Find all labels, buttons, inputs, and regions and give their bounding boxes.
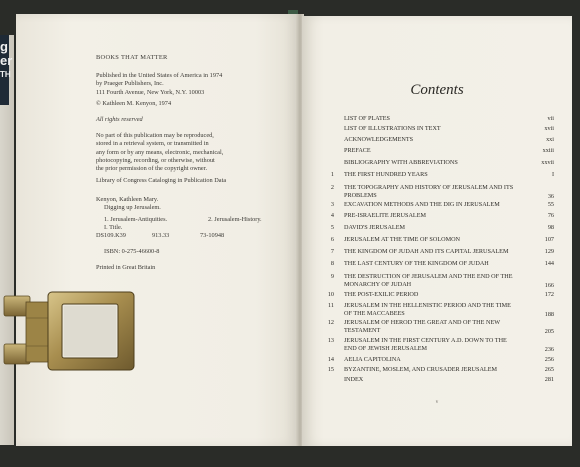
toc-entry (302, 366, 572, 376)
toc-page-number: 205 (544, 328, 554, 335)
catalog-entry (96, 196, 161, 213)
toc-entry (302, 273, 572, 289)
toc-page-number: 281 (544, 376, 554, 383)
toc-page-number: vii (547, 115, 554, 122)
toc-chapter-title (344, 273, 534, 290)
toc-chapter-number: 14 (327, 356, 334, 363)
toc-page-number: 36 (547, 193, 554, 200)
page-number: v (435, 400, 439, 405)
toc-page-number: 166 (544, 282, 554, 289)
toc-chapter-title (344, 319, 534, 336)
toc-entry (302, 201, 572, 211)
toc-page-number: xxi (546, 136, 554, 143)
toc-page-number: I (551, 171, 554, 178)
class-number: DS109.K39 (96, 232, 126, 239)
toc-chapter-number: 11 (328, 302, 334, 309)
toc-page-number: xvii (544, 125, 554, 132)
fragment-line-1: g (0, 39, 8, 54)
toc-page-number: xxvii (541, 159, 554, 166)
toc-entry (302, 212, 572, 222)
copyright-notice: © Kathleen M. Kenyon, 1974 (96, 100, 172, 107)
toc-chapter-title (344, 171, 534, 179)
subject-2: 2. Jerusalem-History. (208, 216, 262, 223)
toc-title-line: THE FIRST HUNDRED YEARS (344, 171, 428, 178)
toc-title-line: DAVID'S JERUSALEM (344, 224, 405, 231)
toc-title-line: MONARCHY OF JUDAH (344, 281, 412, 289)
toc-title-line: TESTAMENT (344, 327, 381, 335)
subject-title: I. Title. (104, 224, 123, 232)
toc-chapter-title (344, 201, 534, 209)
class-number: 73-10948 (200, 232, 225, 239)
toc-entry (302, 147, 572, 157)
toc-chapter-number: 7 (330, 248, 334, 255)
toc-entry (302, 302, 572, 318)
toc-chapter-title (344, 115, 534, 123)
notice-line: any form or by any means, electronic, mechanical, (96, 148, 224, 156)
toc-title-line: LIST OF PLATES (344, 115, 390, 122)
toc-entry (302, 337, 572, 353)
toc-entry (302, 159, 572, 169)
toc-page-number: 55 (547, 201, 554, 208)
library-of-congress: Library of Congress Cataloging in Publication Data (96, 177, 227, 184)
toc-page-number: 107 (544, 236, 554, 243)
subject-entries (96, 216, 296, 233)
toc-chapter-number: 9 (330, 273, 334, 280)
toc-title-line: JERUSALEM IN THE FIRST CENTURY A.D. DOWN TO THE (344, 337, 507, 344)
toc-chapter-title (344, 260, 534, 268)
toc-chapter-title (344, 302, 534, 319)
notice-line: stored in a retrieval system, or transmitted in (96, 140, 209, 148)
toc-chapter-number: 2 (330, 184, 334, 191)
toc-chapter-title (344, 248, 534, 256)
toc-entry (302, 224, 572, 234)
toc-chapter-title (344, 147, 534, 155)
toc-chapter-number: 10 (327, 291, 334, 298)
toc-entry (302, 260, 572, 270)
toc-page-number: 236 (544, 346, 554, 353)
toc-title-line: JERUSALEM OF HEROD THE GREAT AND OF THE NEW (344, 319, 501, 326)
printed-in: Printed in Great Britain (96, 264, 156, 271)
toc-title-line: BIBLIOGRAPHY WITH ABBREVIATIONS (344, 159, 458, 166)
author-entry: Kenyon, Kathleen Mary. (96, 196, 159, 203)
toc-page-number: 265 (544, 366, 554, 373)
toc-chapter-title (344, 376, 534, 384)
toc-chapter-title (344, 366, 534, 374)
toc-chapter-number: 6 (330, 236, 334, 243)
publisher-line: by Praeger Publishers, Inc. (96, 80, 164, 88)
toc-entry (302, 248, 572, 258)
toc-title-line: PROBLEMS (344, 192, 377, 200)
toc-page-number: xxiii (542, 147, 554, 154)
publisher-line: 111 Fourth Avenue, New York, N.Y. 10003 (96, 88, 205, 96)
toc-title-line: EXCAVATION METHODS AND THE DIG IN JERUSALEM (344, 201, 500, 208)
class-number: 913.33 (152, 232, 170, 239)
toc-title-line: JERUSALEM IN THE HELLENISTIC PERIOD AND THE TIME (344, 302, 511, 309)
toc-chapter-title (344, 224, 534, 232)
toc-title-line: JERUSALEM AT THE TIME OF SOLOMON (344, 236, 461, 243)
toc-entry (302, 171, 572, 181)
toc-entry (302, 125, 572, 135)
toc-entry (302, 376, 572, 386)
publisher-info (96, 72, 222, 97)
notice-line: the prior permission of the copyright owner. (96, 165, 208, 173)
toc-title-line: INDEX (344, 376, 364, 383)
toc-title-line: THE DESTRUCTION OF JERUSALEM AND THE END OF THE (344, 273, 513, 280)
toc-title-line: END OF JEWISH JERUSALEM (344, 345, 428, 353)
toc-title-line: PREFACE (344, 147, 371, 154)
toc-chapter-number: 8 (330, 260, 334, 267)
toc-chapter-title (344, 125, 534, 133)
notice-line: photocopying, recording, or otherwise, without (96, 156, 215, 164)
toc-chapter-title (344, 337, 534, 354)
toc-entry (302, 356, 572, 366)
toc-title-line: ACKNOWLEDGEMENTS (344, 136, 414, 143)
toc-chapter-title (344, 159, 534, 167)
toc-title-line: BYZANTINE, MOSLEM, AND CRUSADER JERUSALEM (344, 366, 497, 373)
contents-title: Contents (410, 82, 464, 98)
class-numbers (96, 232, 296, 240)
toc-page-number: 256 (544, 356, 554, 363)
reproduction-notice (96, 132, 223, 173)
series-name: BOOKS THAT MATTER (96, 54, 168, 61)
toc-page-number: 129 (544, 248, 554, 255)
rights-reserved: All rights reserved (96, 116, 143, 123)
toc-chapter-title (344, 291, 534, 299)
toc-chapter-title (344, 136, 534, 144)
toc-entry (302, 236, 572, 246)
toc-chapter-title (344, 212, 534, 220)
toc-chapter-number: 1 (330, 171, 334, 178)
toc-page-number: 98 (547, 224, 554, 231)
title-entry: Digging up Jerusalem. (104, 204, 161, 212)
toc-entry (302, 136, 572, 146)
toc-page-number: 144 (544, 260, 554, 267)
toc-page-number: 76 (547, 212, 554, 219)
toc-chapter-number: 13 (327, 337, 334, 344)
toc-title-line: THE TOPOGRAPHY AND HISTORY OF JERUSALEM AND ITS (344, 184, 514, 191)
toc-page-number: 188 (544, 311, 554, 318)
toc-entry (302, 115, 572, 125)
background-book-text (0, 39, 13, 82)
bookmark-clip-icon (0, 288, 138, 374)
toc-chapter-number: 3 (330, 201, 334, 208)
toc-title-line: THE KINGDOM OF JUDAH AND ITS CAPITAL JERUSALEM (344, 248, 509, 255)
toc-page-number: 172 (544, 291, 554, 298)
toc-chapter-number: 4 (330, 212, 334, 219)
toc-title-line: THE LAST CENTURY OF THE KINGDOM OF JUDAH (344, 260, 489, 267)
toc-title-line: AELIA CAPITOLINA (344, 356, 401, 363)
toc-entry (302, 184, 572, 200)
toc-entry (302, 319, 572, 335)
isbn: ISBN: 0-275-46600-8 (104, 248, 160, 255)
publisher-line: Published in the United States of America in 1974 (96, 72, 223, 79)
toc-chapter-title (344, 356, 534, 364)
toc-title-line: THE POST-EXILIC PERIOD (344, 291, 419, 298)
toc-chapter-title (344, 236, 534, 244)
toc-chapter-title (344, 184, 534, 201)
fragment-line-3: TH (0, 70, 11, 79)
fragment-line-2: er (0, 53, 13, 68)
subject-1: 1. Jerusalem-Antiquities. (104, 216, 168, 223)
toc-entry (302, 291, 572, 301)
toc-chapter-number: 5 (330, 224, 334, 231)
toc-chapter-number: 15 (327, 366, 334, 373)
notice-line: No part of this publication may be reproduced, (96, 132, 214, 139)
toc-title-line: OF THE MACCABEES (344, 310, 405, 318)
toc-chapter-number: 12 (327, 319, 334, 326)
toc-title-line: LIST OF ILLUSTRATIONS IN TEXT (344, 125, 441, 132)
toc-title-line: PRE-ISRAELITE JERUSALEM (344, 212, 426, 219)
